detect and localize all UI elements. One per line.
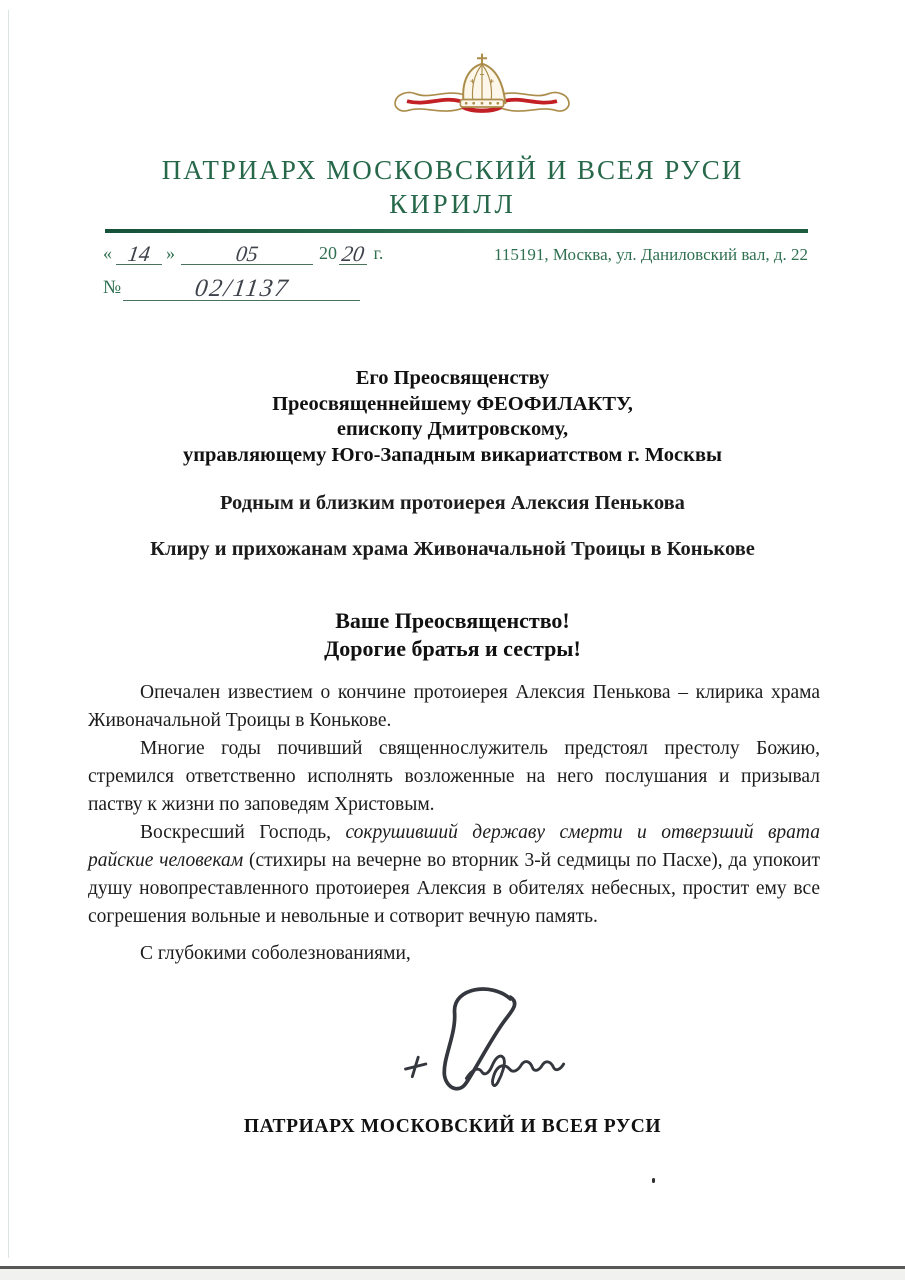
letterhead-divider — [105, 229, 808, 233]
recipient-line: епископу Дмитровскому, — [336, 418, 569, 440]
patriarchal-crown-ribbons-icon — [382, 50, 582, 124]
recipient-line: управляющему Юго-Западным викариатством г. Москвы — [182, 443, 723, 466]
date-month-field — [181, 242, 313, 265]
date-year-handwritten: 20 — [340, 241, 366, 266]
letterhead-name: КИРИЛЛ — [389, 189, 516, 219]
signoff-title: ПАТРИАРХ МОСКОВСКИЙ И ВСЕЯ РУСИ — [243, 1116, 662, 1137]
closing-line — [88, 940, 820, 968]
date-day-handwritten: 14 — [126, 241, 152, 266]
body-paragraph — [88, 679, 820, 735]
salutation-line: Ваше Преосвященство! — [335, 608, 570, 633]
date-day-field — [116, 242, 162, 265]
date-open-quote: « — [103, 243, 112, 263]
recipient-line: Преосвященнейшему ФЕОФИЛАКТУ, — [272, 392, 633, 415]
date-century: 20 — [319, 243, 337, 263]
letter-body — [88, 679, 820, 968]
salutation-block — [0, 607, 905, 663]
date-line — [103, 242, 383, 265]
date-year-suffix: г. — [373, 243, 384, 263]
date-month-handwritten: 05 — [234, 241, 260, 266]
paragraph-text: Многие годы почивший священнослужитель предстоял престолу Божию, стремился ответственно исполнять возложенные на него послушания и призывал паству к жизни по заповедям Христовым. — [88, 738, 820, 815]
salutation-line: Дорогие братья и сестры! — [324, 636, 581, 661]
letterhead-address: 115191, Москва, ул. Даниловский вал, д. 22 — [493, 245, 808, 264]
paragraph-text: Воскресший Господь, — [140, 822, 346, 843]
paragraph-quote-italic: сокрушивший державу смерти и отверзший врата райские человекам — [88, 822, 820, 871]
recipient-line: Его Преосвященству — [355, 367, 550, 389]
closing-text: С глубокими соболезнованиями, — [140, 943, 411, 964]
body-paragraph — [88, 819, 820, 931]
recipient-block — [0, 366, 905, 468]
doc-number-label: № — [103, 277, 122, 298]
doc-number-field — [123, 274, 360, 301]
patriarch-kirill-signature-icon — [392, 980, 578, 1104]
letterhead-title: ПАТРИАРХ МОСКОВСКИЙ И ВСЕЯ РУСИ — [161, 155, 744, 185]
date-year-field — [339, 242, 367, 265]
doc-number-line — [103, 274, 360, 301]
paragraph-text: Опечален известием о кончине протоиерея Алексия Пенькова – клирика храма Живоначальной Троицы в Конькове. — [88, 682, 820, 731]
recipient-family-line: Родным и близким протоиерея Алексия Пенькова — [220, 492, 685, 514]
scan-edge-bottom-shadow — [0, 1269, 905, 1280]
doc-number-handwritten: 02/1137 — [192, 275, 291, 302]
paragraph-text: (стихиры на вечерне во вторник 3-й седмицы по Пасхе), да упокоит душу новопреставленного протоиерея Алексия в обителях небесных, простит ему все согрешения вольные и невольные и сотворит вечную память. — [88, 850, 820, 927]
date-close-quote: » — [166, 243, 175, 263]
scan-speck — [652, 1178, 655, 1183]
body-paragraph — [88, 735, 820, 819]
recipient-parish-line: Клиру и прихожанам храма Живоначальной Троицы в Конькове — [150, 538, 755, 560]
